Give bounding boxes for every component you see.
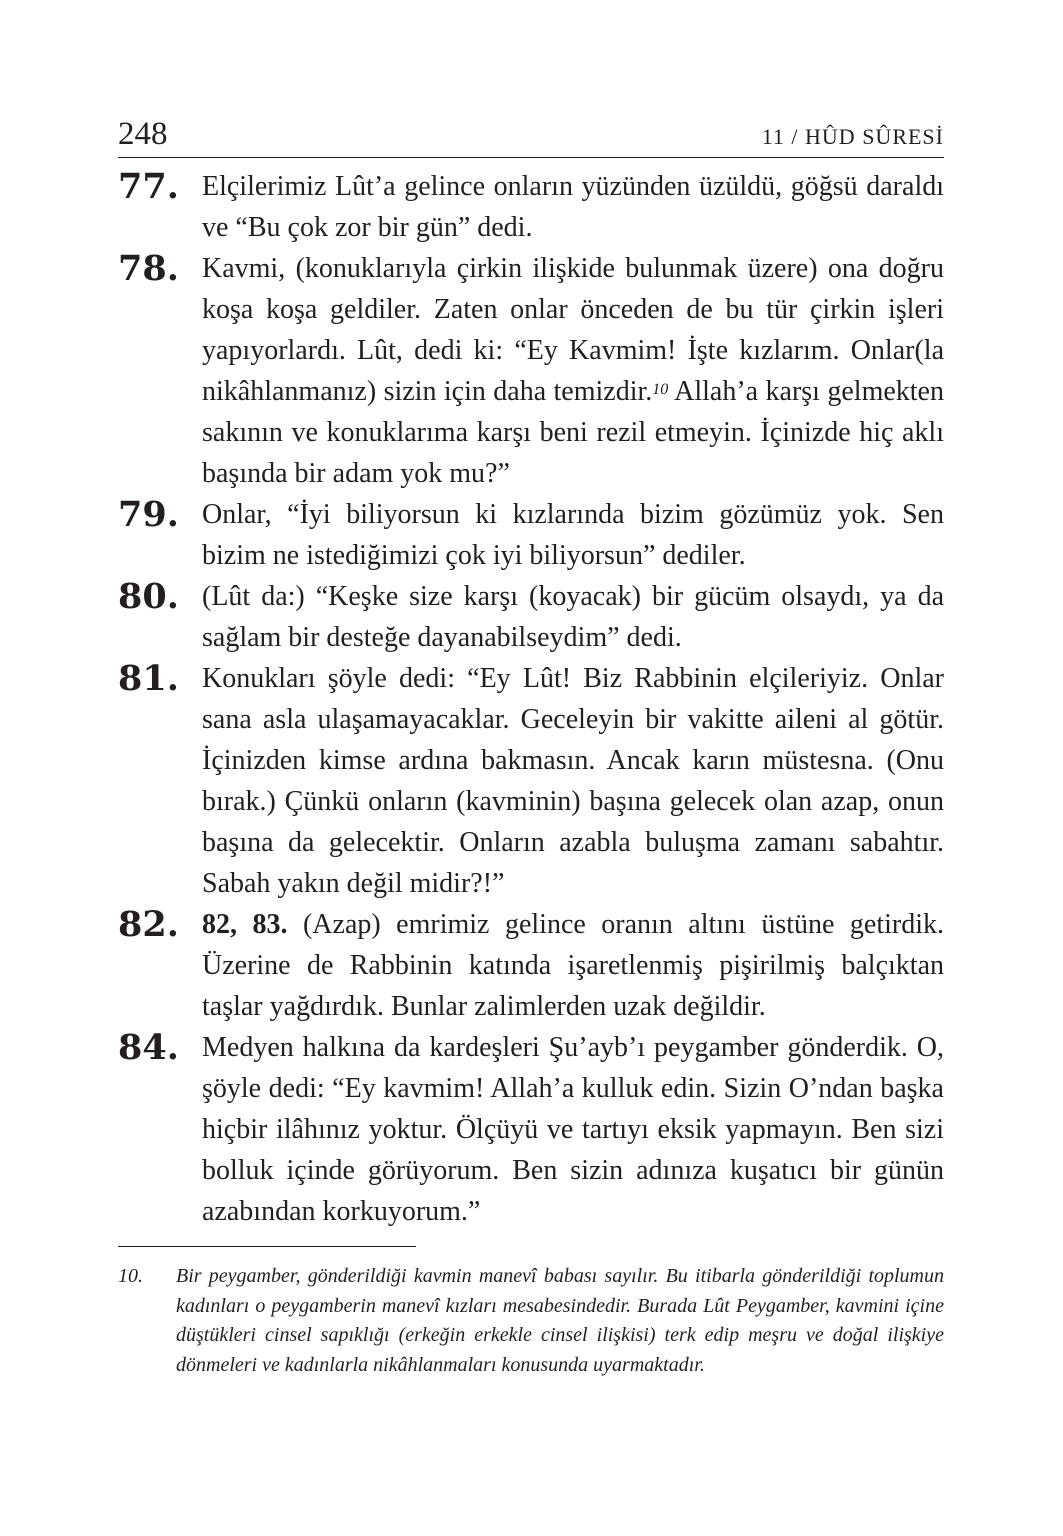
verse-77 — [118, 166, 944, 248]
header-rule — [118, 157, 944, 158]
verse-number: 82. — [118, 904, 179, 945]
verse-range-lead: 82, 83. — [202, 909, 288, 940]
footnote-text: Bir peygamber, gönderildiği kavmin manevî babası sayılır. Bu itibarla gönderildiği toplumun kadınları o peygamberin manevî kızları mesabesindedir. Burada Lût Peygamber, kavmini içine düştükleri cinsel sapıklığı (erkeğin erkekle cinsel ilişkisi) terk edip meşru ve doğal ilişkiye dönmeleri ve kadınlarla nikâhlanmaları konusunda uyarmaktadır. — [176, 1265, 944, 1376]
verse-number: 84. — [118, 1027, 179, 1068]
verse-text: Medyen halkına da kardeşleri Şu’ayb’ı peygamber gönderdik. O, şöyle dedi: “Ey kavmim! Allah’a kulluk edin. Sizin O’ndan başka hiçbir ilâhınız yoktur. Ölçüyü ve tartıyı eksik yapmayın. Ben sizi bolluk içinde görüyorum. Ben sizin adınıza kuşatıcı bir günün azabından korkuyorum.” — [202, 1032, 944, 1227]
footnote-number: 10. — [118, 1265, 143, 1287]
verse-number: 77. — [118, 166, 179, 207]
verse-text: Konukları şöyle dedi: “Ey Lût! Biz Rabbinin elçileriyiz. Onlar sana asla ulaşamayacaklar. Geceleyin bir vakitte aileni al götür. İçinizden kimse ardına bakmasın. Ancak karın müstesna. (Onu bırak.) Çünkü onların (kavminin) başına gelecek olan azap, onun başına da gelecektir. Onların azabla buluşma zamanı sabahtır. Sabah yakın değil midir?!” — [202, 663, 944, 899]
verse-text-part: (Azap) emrimiz gelince oranın altını üstüne getirdik. Üzerine de Rabbinin katında işaretlenmiş pişirilmiş balçıktan taşlar yağdırdık. Bunlar zalimlerden uzak değildir. — [202, 909, 944, 1022]
verse-text: (Lût da:) “Keşke size karşı (koyacak) bir gücüm olsaydı, ya da sağlam bir desteğe dayanabilseydim” dedi. — [202, 581, 944, 653]
verse-80 — [118, 576, 944, 658]
verse-text: Onlar, “İyi biliyorsun ki kızlarında bizim gözümüz yok. Sen bizim ne istediğimizi çok iyi biliyorsun” dediler. — [202, 499, 944, 571]
footnote-reference[interactable]: 10 — [652, 381, 669, 398]
verse-text-part: Kavmi, (konuklarıyla çirkin ilişkide bulunmak üzere) ona doğru koşa koşa geldiler. Zaten onlar önceden de bu tür çirkin işleri yapıyorlardı. Lût, dedi ki: “Ey Kavmim! İşte kızlarım. Onlar(la nikâhlanmanız) sizin için daha temizdir. — [202, 253, 944, 407]
verse-82 — [118, 904, 944, 1027]
verse-78 — [118, 248, 944, 494]
page-number: 248 — [118, 116, 168, 152]
verse-text-part: Allah’a karşı gelmekten sakının ve konuklarıma karşı beni rezil etmeyin. İçinizde hiç aklı başında bir adam yok mu?” — [202, 376, 944, 489]
verse-number: 79. — [118, 494, 179, 535]
verse-79 — [118, 494, 944, 576]
footnote-rule — [118, 1246, 416, 1247]
verse-text — [202, 904, 944, 1027]
verse-text — [202, 248, 944, 494]
page-header — [118, 116, 944, 152]
verse-list — [118, 166, 944, 1232]
running-title: 11 / HÛD SÛRESİ — [761, 124, 944, 149]
verse-81 — [118, 658, 944, 904]
verse-text: Elçilerimiz Lût’a gelince onların yüzünden üzüldü, göğsü daraldı ve “Bu çok zor bir gün” dedi. — [202, 171, 944, 243]
verse-number: 78. — [118, 248, 179, 289]
verse-84 — [118, 1027, 944, 1232]
verse-number: 80. — [118, 576, 179, 617]
footnote — [118, 1262, 944, 1380]
verse-number: 81. — [118, 658, 179, 699]
